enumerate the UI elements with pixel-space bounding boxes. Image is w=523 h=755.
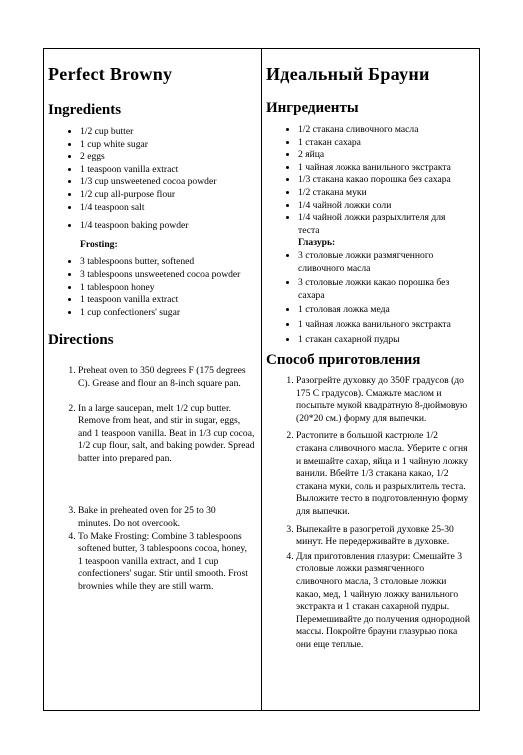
list-item: • 1 tablespoon honey (80, 282, 255, 295)
list-item: • 1/2 стакана сливочного масла (298, 124, 469, 137)
frosting-list-ru (266, 250, 473, 346)
list-item: • 1 столовая ложка меда (298, 304, 465, 317)
list-item: • 1/4 teaspoon salt (80, 202, 255, 215)
list-item: • 1 teaspoon vanilla extract (80, 294, 255, 307)
frosting-label-en: Frosting: (80, 238, 118, 250)
list-item: • 3 столовые ложки какао порошка без сахара (298, 277, 465, 302)
directions-heading-ru: Способ приготовления (266, 352, 421, 369)
list-item: 2. Растопите в большой кастрюле 1/2 стакана сливочного масла. Уберите с огня и вмешайте сахар, яйца и 1 чайную ложку ванили. Вбейте 1/3 стакана какао, 1/2 стакана муки, соль и разрыхлитель теста. Выложите тесто в подготовленную форму для выпечки. (296, 430, 471, 518)
ingredients-heading-ru: Ингредиенты (266, 100, 359, 116)
list-item: • 1 cup confectioners' sugar (80, 307, 255, 320)
list-item: • 1/3 cup unsweetened cocoa powder (80, 176, 255, 189)
list-item: • 1/4 чайной ложки соли (298, 200, 469, 213)
ingredients-list-ru (266, 124, 473, 237)
ingredients-list-en (48, 126, 255, 233)
list-item: • 3 tablespoons butter, softened (80, 256, 255, 269)
list-item: • 1/4 teaspoon baking powder (80, 220, 255, 233)
list-item: • 3 tablespoons unsweetened cocoa powder (80, 269, 255, 282)
list-item: 3. Bake in preheated oven for 25 to 30 minutes. Do not overcook. (78, 505, 255, 530)
list-item: • 1 чайная ложка ванильного экстракта (298, 162, 469, 175)
english-column (44, 48, 261, 594)
list-item: 1. Разогрейте духовку до 350F градусов (до 175 С градусов). Смажьте маслом и посыпьте мукой квадратную 8-дюймовую (20*20 см.) форму для выпечки. (296, 375, 471, 425)
directions-list-ru (266, 375, 473, 651)
list-item: • 1/2 cup all-purpose flour (80, 189, 255, 202)
list-item: • 1/4 чайной ложки разрыхлителя для теста (298, 212, 469, 237)
recipe-title-ru: Идеальный Брауни (266, 64, 430, 84)
list-item: • 2 яйца (298, 149, 469, 162)
directions-heading-en: Directions (48, 332, 114, 349)
list-item: • 2 eggs (80, 151, 255, 164)
frosting-list-en (48, 256, 255, 319)
frosting-label-ru: Глазурь: (298, 237, 336, 249)
list-item: • 1 чайная ложка ванильного экстракта (298, 319, 465, 332)
russian-column (262, 48, 479, 652)
list-item: • 1 стакан сахарной пудры (298, 334, 465, 347)
list-item: 4. Для приготовления глазури: Смешайте 3 столовые ложки размягченного сливочного масла, 3 столовые ложки какао, мед, 1 чайную ложку ванильного экстракта и 1 стакан сахарной пудры. Перемешивайте до получения однородной массы. Покройте брауни глазурью пока они еще теплые. (296, 551, 471, 652)
directions-list-en (48, 365, 255, 593)
list-item: • 1 стакан сахара (298, 137, 469, 150)
list-item: 1. Preheat oven to 350 degrees F (175 degrees C). Grease and flour an 8-inch square pan. (78, 365, 255, 390)
list-item: 4. To Make Frosting: Combine 3 tablespoons softened butter, 3 tablespoons cocoa, honey, 1 teaspoon vanilla extract, and 1 cup confectioners' sugar. Stir until smooth. Frost brownies while they are still warm. (78, 531, 255, 594)
recipe-title-en: Perfect Browny (48, 64, 173, 84)
list-item: • 1 teaspoon vanilla extract (80, 164, 255, 177)
list-item: 2. In a large saucepan, melt 1/2 cup butter. Remove from heat, and stir in sugar, eggs, and 1 teaspoon vanilla. Beat in 1/3 cup cocoa, 1/2 cup flour, salt, and baking powder. Spread batter into prepared pan. (78, 403, 255, 466)
list-item: 3. Выпекайте в разогретой духовке 25-30 минут. Не передерживайте в духовке. (296, 524, 471, 549)
ingredients-heading-en: Ingredients (48, 102, 122, 118)
list-item: • 1/2 cup butter (80, 126, 255, 139)
list-item: • 1/3 стакана какао порошка без сахара (298, 174, 469, 187)
list-item: • 1 cup white sugar (80, 139, 255, 152)
list-item: • 3 столовые ложки размягченного сливочного масла (298, 250, 465, 275)
list-item: • 1/2 стакана муки (298, 187, 469, 200)
